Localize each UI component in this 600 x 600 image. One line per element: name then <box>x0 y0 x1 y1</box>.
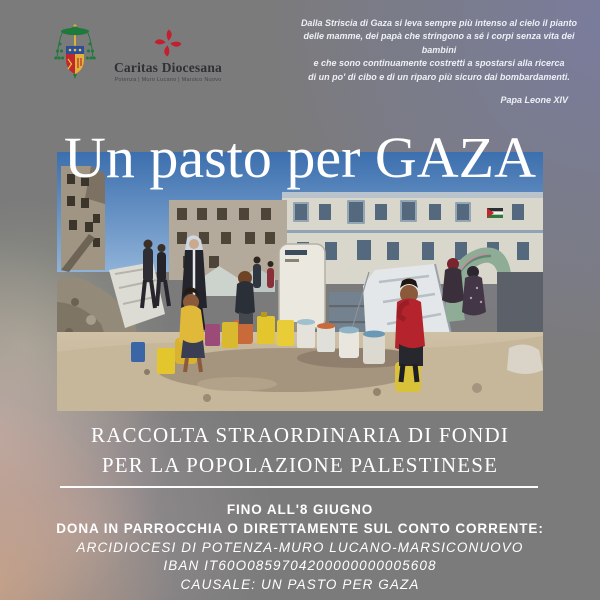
caritas-flame-cross-icon <box>153 28 183 58</box>
recipient-text: ARCIDIOCESI DI POTENZA-MURO LUCANO-MARSICONUOVO <box>76 539 524 555</box>
quote-line: Dalla Striscia di Gaza si leva sempre più intenso al cielo il pianto <box>300 18 578 28</box>
gaza-photo <box>57 152 543 411</box>
quote-line: delle mamme, dei papà che stringono a sé i corpi senza vita dei bambini <box>303 31 575 55</box>
causale-text: CAUSALE: UN PASTO PER GAZA <box>180 577 420 593</box>
deadline-text: FINO ALL'8 GIUGNO <box>226 502 374 517</box>
iban-text: IBAN IT60O0859704200000000005608 <box>163 558 437 574</box>
divider-line <box>60 486 538 488</box>
quote-line: di un po' di cibo e di un riparo più sicuro dai bombardamenti. <box>308 71 570 82</box>
page-title: Un pasto per GAZA <box>64 124 536 190</box>
caritas-logo <box>103 28 233 83</box>
quote-line: e che sono continuamente costretti a spostarsi alla ricerca <box>313 58 565 69</box>
diocese-crest-icon <box>54 22 96 84</box>
donation-details <box>0 501 600 595</box>
caritas-name: Caritas Diocesana <box>113 60 222 75</box>
papal-quote <box>296 17 582 107</box>
caritas-subtitle: Potenza | Muro Lucano | Marsico Nuovo <box>114 77 222 83</box>
subtitle-line-1: RACCOLTA STRAORDINARIA DI FONDI <box>90 423 510 447</box>
campaign-subtitle <box>0 420 600 480</box>
donate-instruction: DONA IN PARROCCHIA O DIRETTAMENTE SUL CONTO CORRENTE: <box>56 520 544 536</box>
quote-attribution: Papa Leone XIV <box>500 95 568 106</box>
palestinian-flag <box>487 208 503 218</box>
subtitle-line-2: PER LA POPOLAZIONE PALESTINESE <box>101 453 499 477</box>
